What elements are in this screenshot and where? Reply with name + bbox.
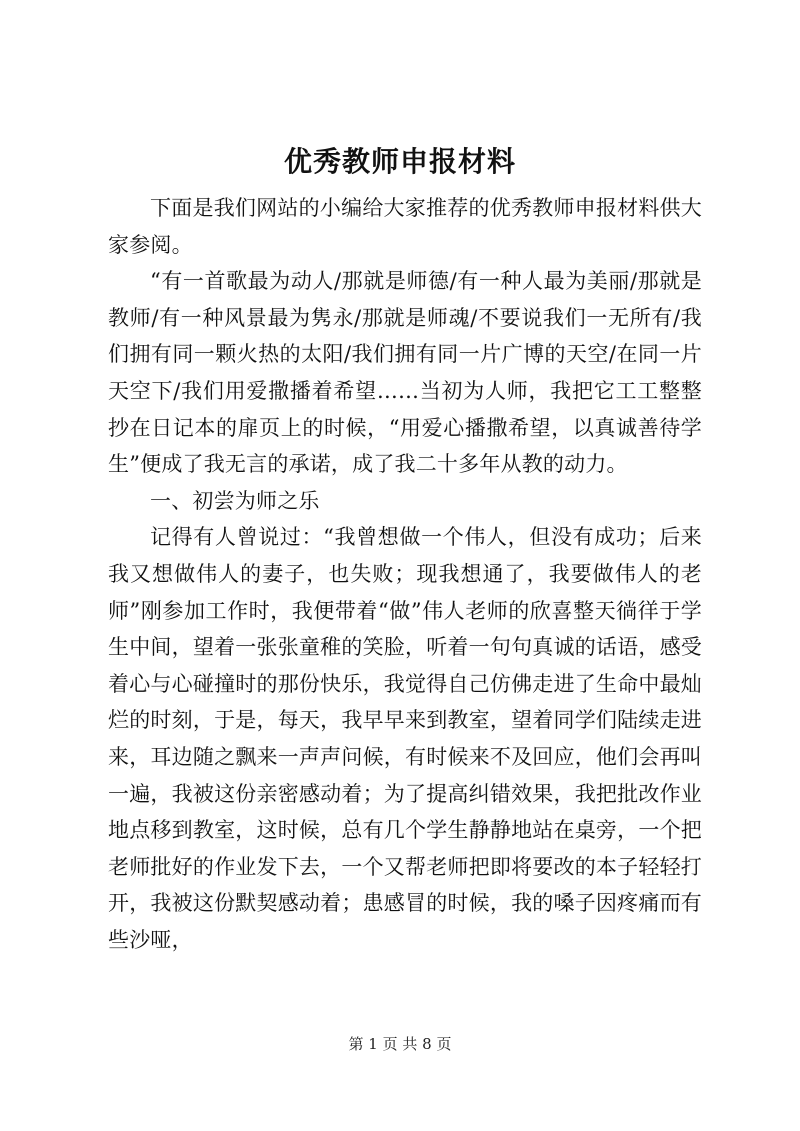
document-title: 优秀教师申报材料	[283, 145, 516, 178]
quote-paragraph: “有一首歌最为动人/那就是师德/有一种人最为美丽/那就是教师/有一种风景最为隽永/那就是师魂/不要说我们一无所有/我们拥有同一颗火热的太阳/我们拥有同一片广博的天空/在同一片天空下/我们用爱撒播着希望……当初为人师，我把它工工整整抄在日记本的扉页上的时候，“用爱心播撒希望，以真诚善待学生”便成了我无言的承诺，成了我二十多年从教的动力。	[108, 269, 702, 477]
intro-paragraph: 下面是我们网站的小编给大家推荐的优秀教师申报材料供大家参阅。	[108, 196, 702, 257]
document-body	[108, 190, 702, 958]
story-paragraph: 记得有人曾说过：“我曾想做一个伟人，但没有成功；后来我又想做伟人的妻子，也失败；现我想通了，我要做伟人的老师”刚参加工作时，我便带着“做”伟人老师的欣喜整天徜徉于学生中间，望着一张张童稚的笑脸，听着一句句真诚的话语，感受着心与心碰撞时的那份快乐，我觉得自己仿佛走进了生命中最灿烂的时刻，于是，每天，我早早来到教室，望着同学们陆续走进来，耳边随之飘来一声声问候，有时候来不及回应，他们会再叫一遍，我被这份亲密感动着；为了提高纠错效果，我把批改作业地点移到教室，这时候，总有几个学生静静地站在桌旁，一个把老师批好的作业发下去，一个又帮老师把即将要改的本子轻轻打开，我被这份默契感动着；患感冒的时候，我的嗓子因疼痛而有些沙哑，	[108, 525, 702, 952]
section-heading: 一、初尝为师之乐	[150, 488, 320, 513]
page-footer: 第 1 页 共 8 页	[348, 1035, 452, 1053]
